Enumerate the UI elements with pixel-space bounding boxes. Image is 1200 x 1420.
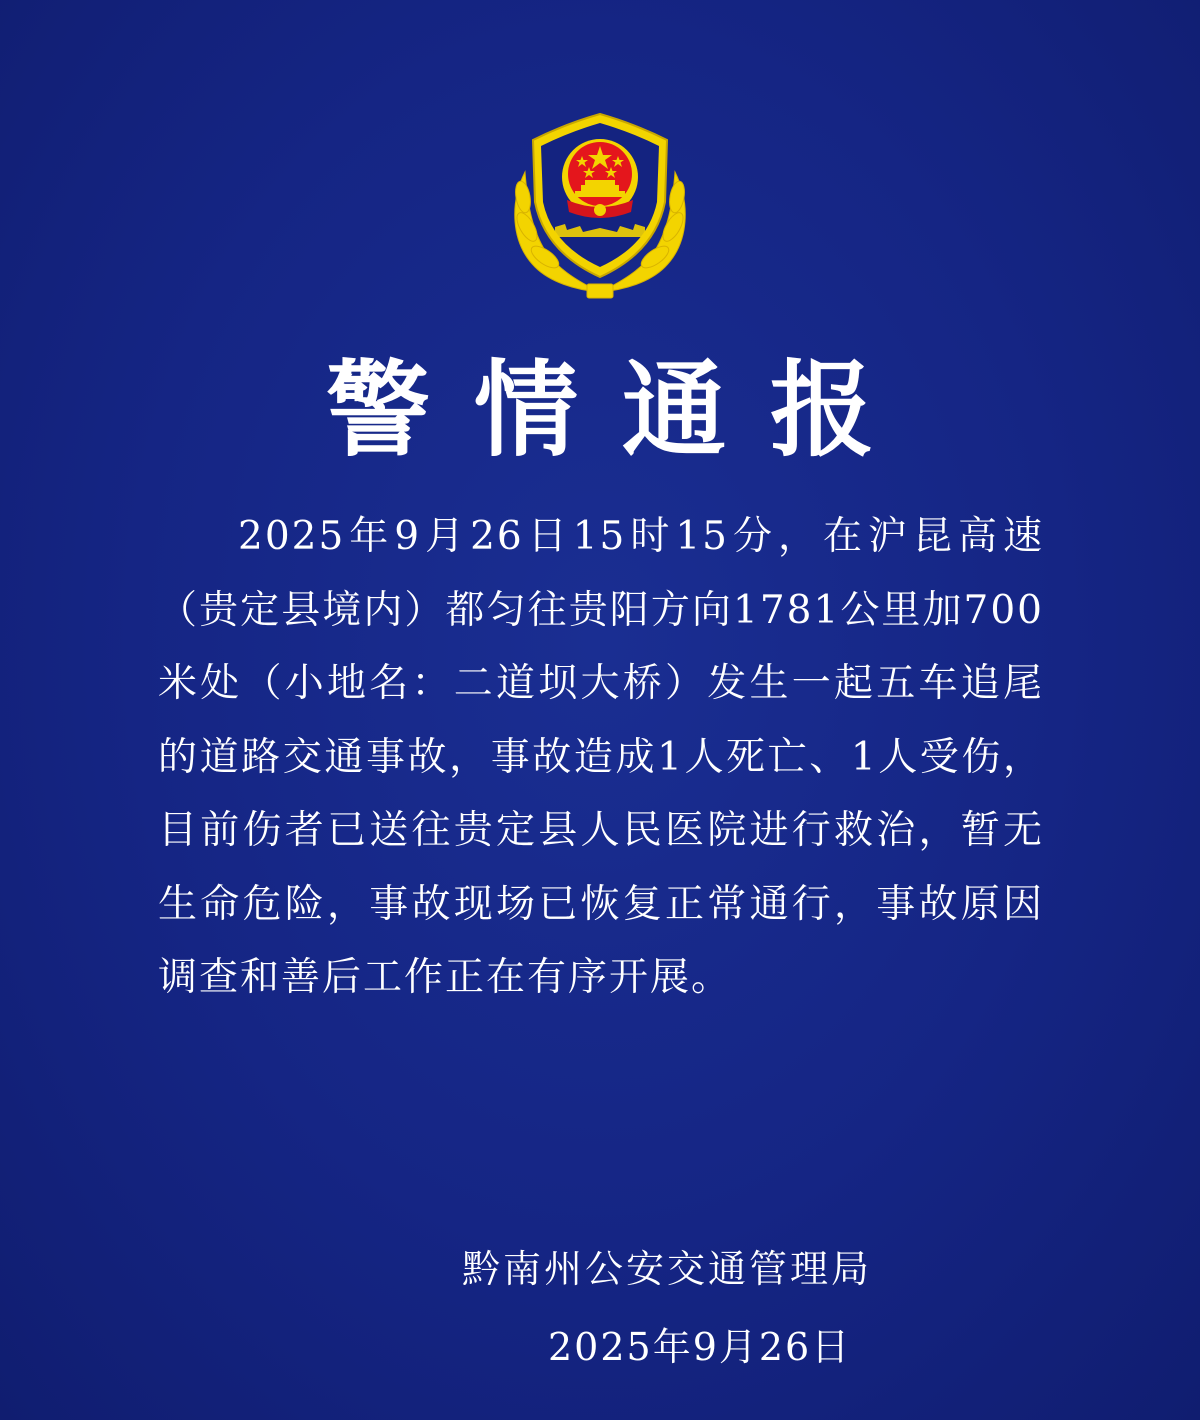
issuer-name: 黔南州公安交通管理局 bbox=[462, 1247, 873, 1291]
issue-date: 2025年9月26日 bbox=[548, 1325, 852, 1369]
page-title: 警情通报 bbox=[325, 349, 918, 471]
police-emblem-icon bbox=[505, 102, 695, 302]
notice-body: 2025年9月26日15时15分，在沪昆高速（贵定县境内）都匀往贵阳方向1781公里加700米处（小地名：二道坝大桥）发生一起五车追尾的道路交通事故，事故造成1人死亡、1人受伤，目前伤者已送往贵定县人民医院进行救治，暂无生命危险，事故现场已恢复正常通行，事故原因调查和善后工作正在有序开展。 bbox=[158, 514, 1044, 1000]
